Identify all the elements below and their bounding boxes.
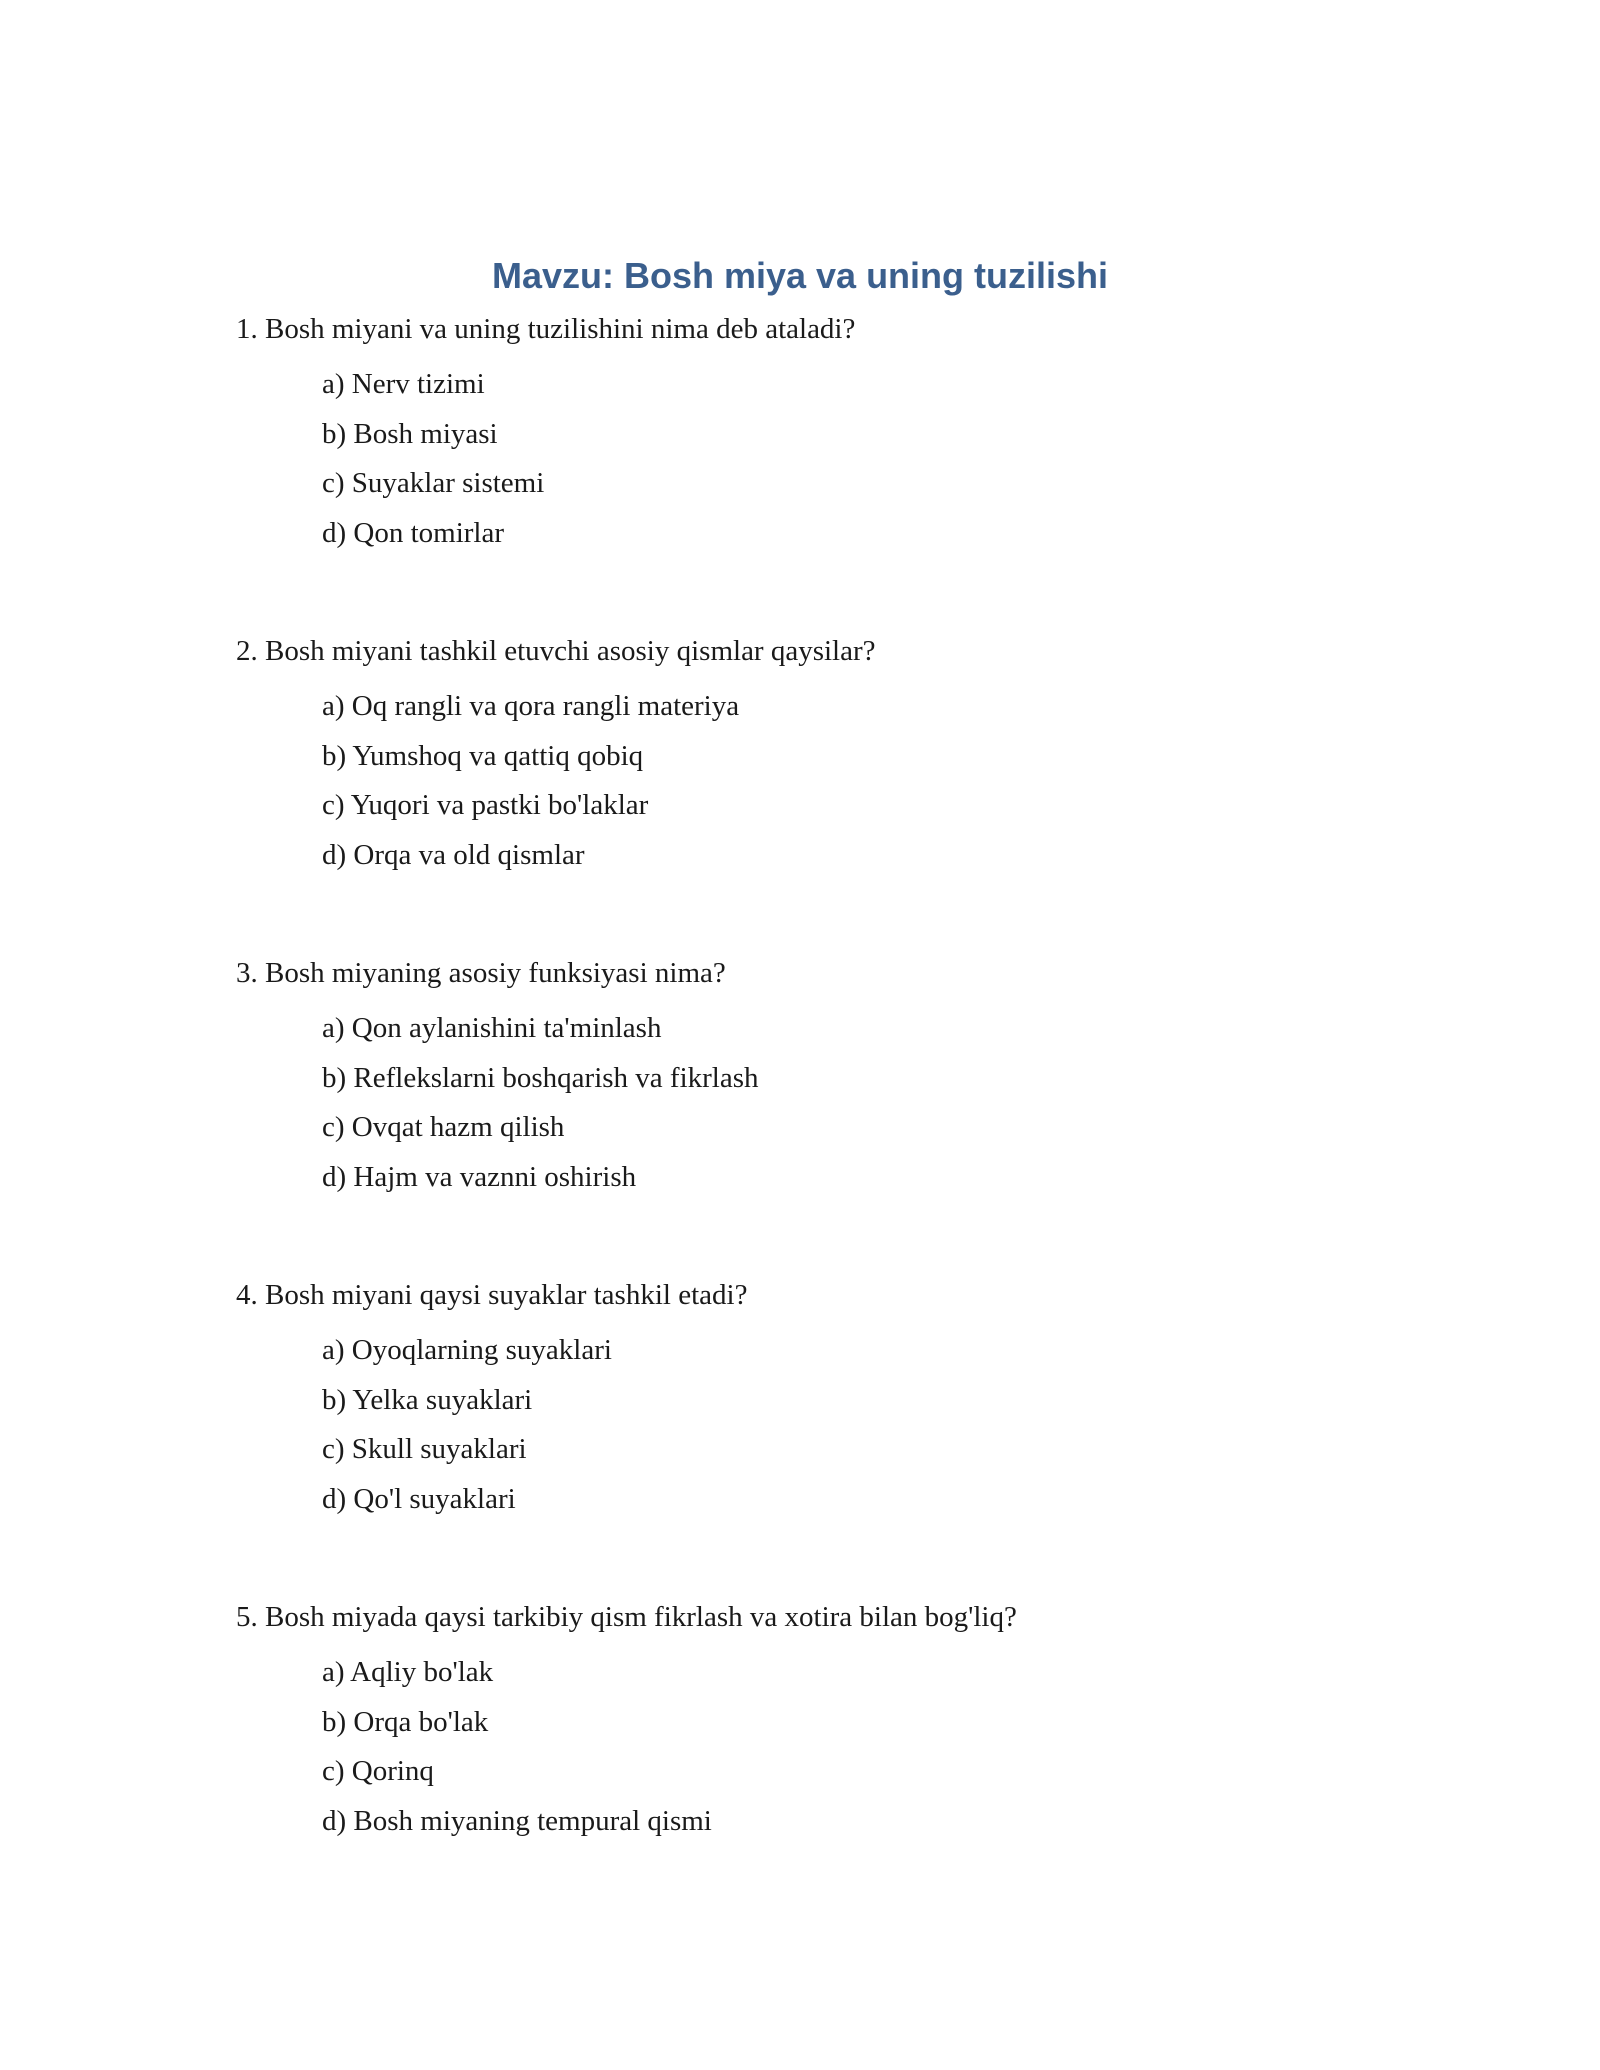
option-b: b) Yumshoq va qattiq qobiq bbox=[322, 739, 644, 772]
question-text: 1. Bosh miyani va uning tuzilishini nima deb ataladi? bbox=[236, 313, 856, 345]
option-d: d) Qon tomirlar bbox=[322, 516, 505, 549]
answer-options bbox=[322, 360, 1436, 558]
option-d: d) Qo'l suyaklari bbox=[322, 1482, 516, 1515]
answer-options bbox=[322, 1648, 1436, 1846]
question-text: 3. Bosh miyaning asosiy funksiyasi nima? bbox=[236, 957, 726, 989]
option-d: d) Bosh miyaning tempural qismi bbox=[322, 1804, 712, 1837]
option-c: c) Skull suyaklari bbox=[322, 1433, 527, 1465]
question-3 bbox=[236, 951, 1436, 1273]
option-b: b) Orqa bo'lak bbox=[322, 1705, 489, 1738]
answer-options bbox=[322, 1004, 1436, 1202]
option-c: c) Qorinq bbox=[322, 1755, 434, 1787]
question-4 bbox=[236, 1273, 1436, 1595]
answer-options bbox=[322, 1326, 1436, 1524]
option-a: a) Oq rangli va qora rangli materiya bbox=[322, 690, 740, 722]
quiz-list bbox=[236, 307, 1436, 1917]
question-1 bbox=[236, 307, 1436, 629]
option-c: c) Suyaklar sistemi bbox=[322, 467, 545, 499]
option-a: a) Aqliy bo'lak bbox=[322, 1656, 494, 1688]
page-title: Mavzu: Bosh miya va uning tuzilishi bbox=[491, 255, 1109, 296]
question-5 bbox=[236, 1595, 1436, 1917]
option-a: a) Qon aylanishini ta'minlash bbox=[322, 1012, 662, 1044]
answer-options bbox=[322, 682, 1436, 880]
question-text: 5. Bosh miyada qaysi tarkibiy qism fikrlash va xotira bilan bog'liq? bbox=[236, 1601, 1017, 1633]
question-text: 2. Bosh miyani tashkil etuvchi asosiy qismlar qaysilar? bbox=[236, 635, 876, 667]
option-b: b) Bosh miyasi bbox=[322, 417, 498, 450]
question-2 bbox=[236, 629, 1436, 951]
question-text: 4. Bosh miyani qaysi suyaklar tashkil etadi? bbox=[236, 1279, 748, 1311]
option-c: c) Ovqat hazm qilish bbox=[322, 1111, 565, 1143]
option-d: d) Hajm va vaznni oshirish bbox=[322, 1160, 637, 1193]
option-b: b) Reflekslarni boshqarish va fikrlash bbox=[322, 1061, 759, 1094]
option-b: b) Yelka suyaklari bbox=[322, 1383, 533, 1416]
option-c: c) Yuqori va pastki bo'laklar bbox=[322, 789, 649, 821]
option-a: a) Oyoqlarning suyaklari bbox=[322, 1334, 612, 1366]
option-d: d) Orqa va old qismlar bbox=[322, 838, 585, 871]
option-a: a) Nerv tizimi bbox=[322, 368, 485, 400]
